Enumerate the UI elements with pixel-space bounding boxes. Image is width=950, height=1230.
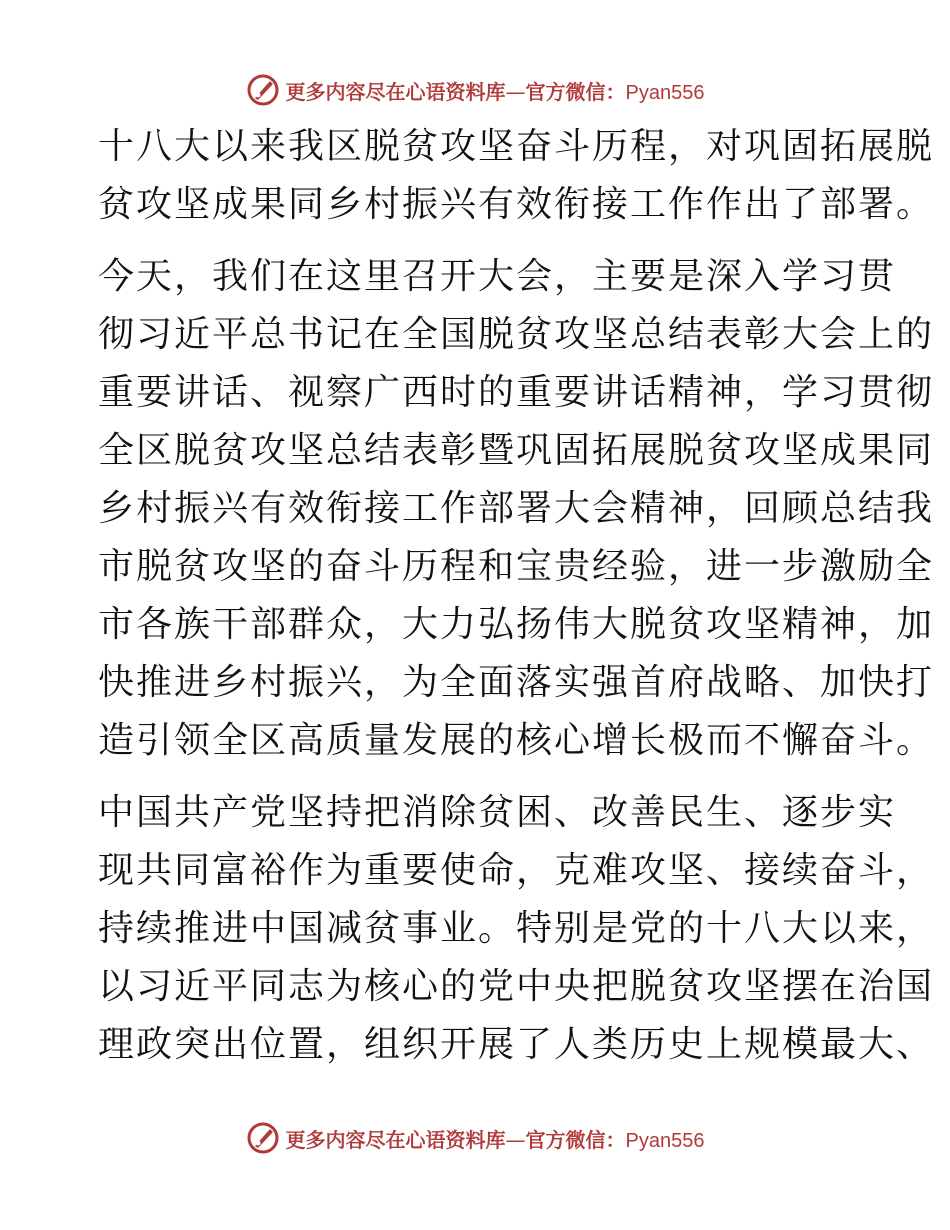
text-line: 快推进乡村振兴，为全面落实强首府战略、加快打: [98, 662, 935, 703]
text-line: 以习近平同志为核心的党中央把脱贫攻坚摆在治国: [98, 966, 935, 1007]
watermark-text: 更多内容尽在心语资料库—官方微信：Pyan556: [285, 79, 705, 104]
document-body: [98, 118, 935, 1074]
watermark-footer: [0, 1118, 950, 1158]
text-line: 造引领全区高质量发展的核心增长极而不懈奋斗。: [98, 720, 935, 761]
text-line: 市脱贫攻坚的奋斗历程和宝贵经验，进一步激励全: [98, 546, 935, 587]
text-line: 乡村振兴有效衔接工作部署大会精神，回顾总结我: [98, 488, 935, 529]
paragraph: [98, 784, 935, 1074]
text-line: 贫攻坚成果同乡村振兴有效衔接工作作出了部署。: [98, 184, 935, 225]
text-line: 重要讲话、视察广西时的重要讲话精神，学习贯彻: [98, 372, 935, 413]
text-line: 今天，我们在这里召开大会，主要是深入学习贯: [98, 256, 897, 297]
text-line: 持续推进中国减贫事业。特别是党的十八大以来，: [98, 908, 935, 949]
paragraph: [98, 248, 935, 770]
quill-circle-icon: [246, 73, 280, 107]
text-line: 理政突出位置，组织开展了人类历史上规模最大、: [98, 1024, 935, 1065]
text-line: 现共同富裕作为重要使命，克难攻坚、接续奋斗，: [98, 850, 935, 891]
text-line: 中国共产党坚持把消除贫困、改善民生、逐步实: [98, 792, 897, 833]
paragraph: [98, 118, 935, 234]
text-line: 全区脱贫攻坚总结表彰暨巩固拓展脱贫攻坚成果同: [98, 430, 935, 471]
quill-circle-icon: [246, 1121, 280, 1155]
watermark-header: [0, 70, 950, 110]
text-line: 市各族干部群众，大力弘扬伟大脱贫攻坚精神，加: [98, 604, 935, 645]
text-line: 彻习近平总书记在全国脱贫攻坚总结表彰大会上的: [98, 314, 935, 355]
watermark-text: 更多内容尽在心语资料库—官方微信：Pyan556: [285, 1127, 705, 1152]
text-line: 十八大以来我区脱贫攻坚奋斗历程，对巩固拓展脱: [98, 126, 935, 167]
